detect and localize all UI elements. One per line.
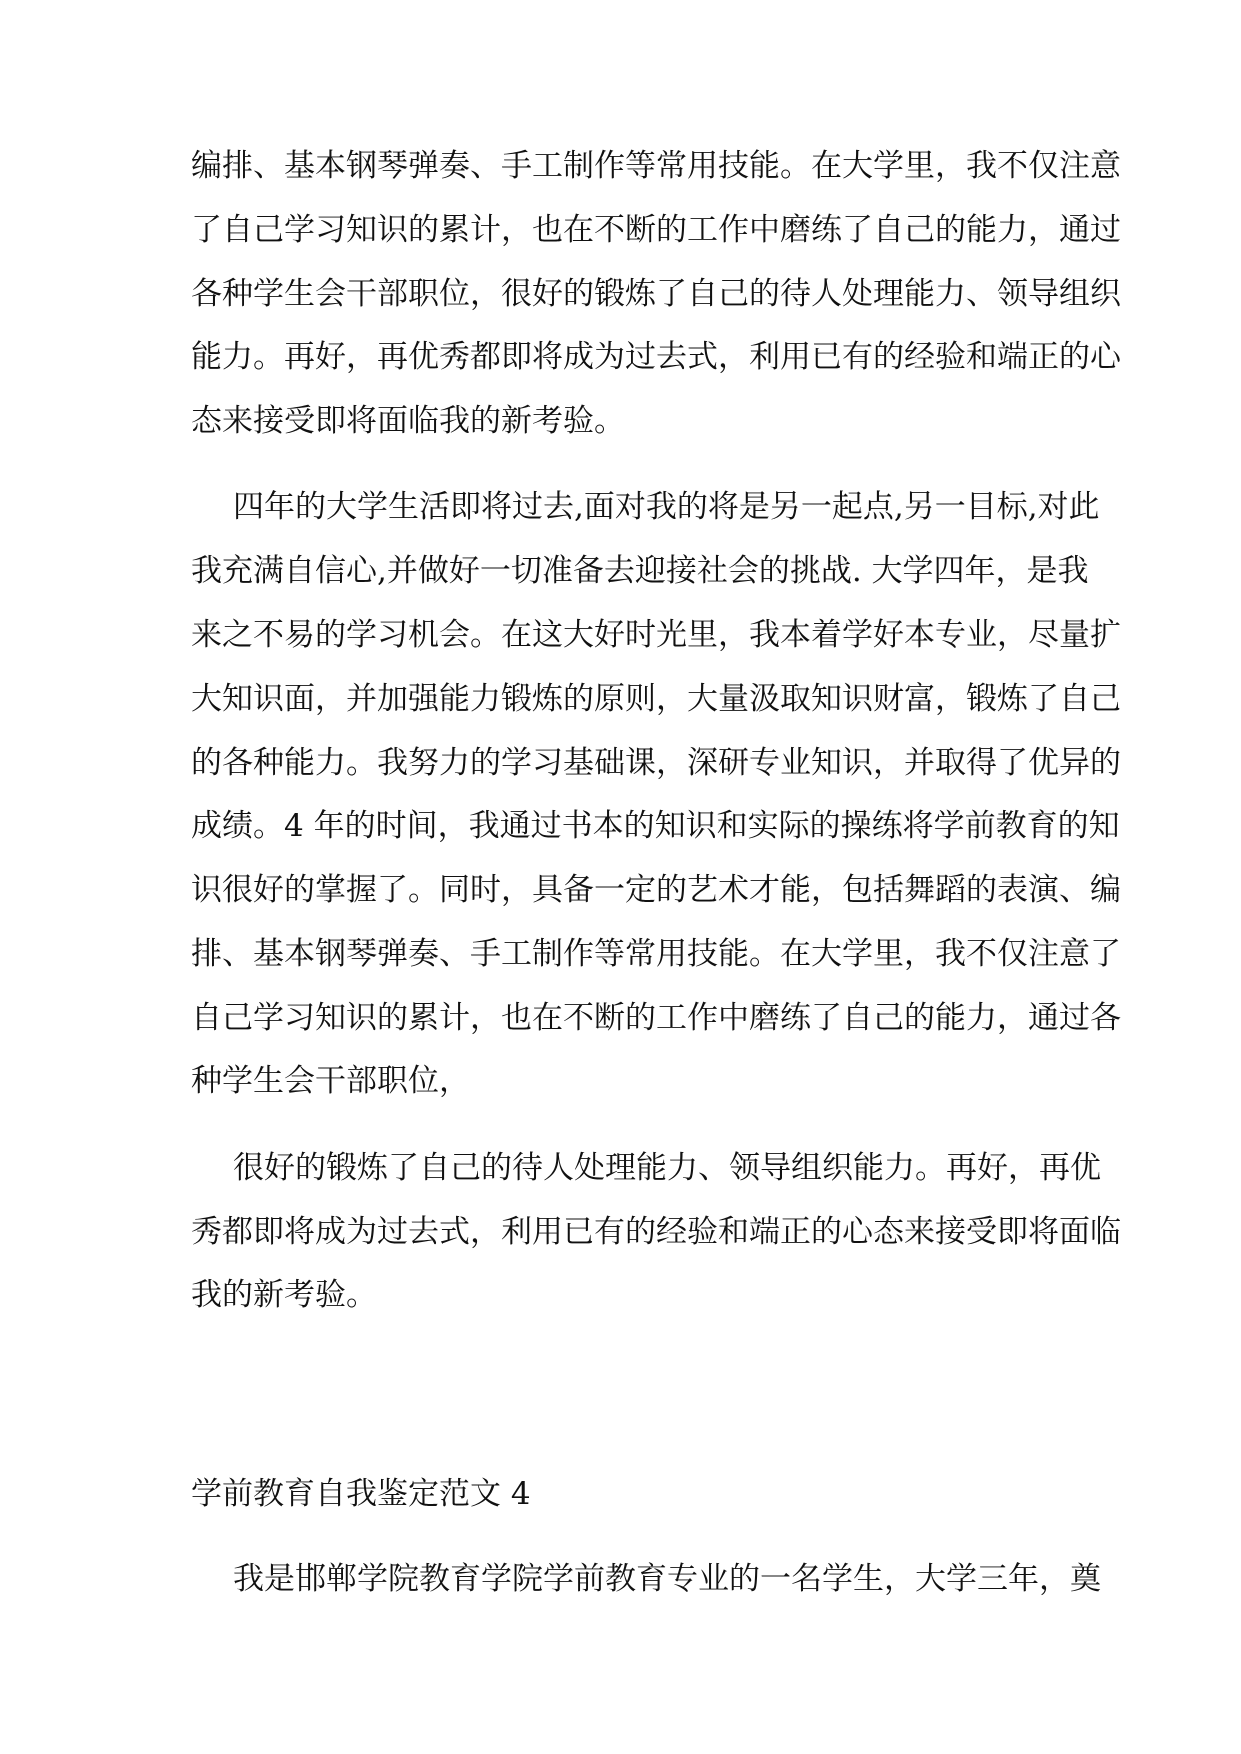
text-line: 了自己学习知识的累计，也在不断的工作中磨练了自己的能力，通过 <box>191 212 1121 248</box>
text-line: 大知识面，并加强能力锻炼的原则，大量汲取知识财富，锻炼了自己 <box>191 681 1121 717</box>
section-heading: 学前教育自我鉴定范文 4 <box>191 1476 531 1512</box>
text-line: 识很好的掌握了。同时，具备一定的艺术才能，包括舞蹈的表演、编 <box>191 872 1121 908</box>
text-line: 我的新考验。 <box>191 1277 377 1313</box>
text-line: 各种学生会干部职位，很好的锻炼了自己的待人处理能力、领导组织 <box>191 276 1121 312</box>
paragraph-first-line: 四年的大学生活即将过去,面对我的将是另一起点,另一目标,对此 <box>233 489 1100 525</box>
text-line: 排、基本钢琴弹奏、手工制作等常用技能。在大学里，我不仅注意了 <box>191 936 1121 972</box>
text-line: 种学生会干部职位， <box>191 1063 470 1099</box>
text-line: 能力。再好，再优秀都即将成为过去式，利用已有的经验和端正的心 <box>191 339 1121 375</box>
text-line: 编排、基本钢琴弹奏、手工制作等常用技能。在大学里，我不仅注意 <box>191 148 1121 184</box>
paragraph-first-line: 很好的锻炼了自己的待人处理能力、领导组织能力。再好，再优 <box>233 1150 1101 1186</box>
text-line: 自己学习知识的累计，也在不断的工作中磨练了自己的能力，通过各 <box>191 1000 1121 1036</box>
text-line: 我充满自信心,并做好一切准备去迎接社会的挑战. 大学四年，是我 <box>191 553 1089 589</box>
paragraph-first-line: 我是邯郸学院教育学院学前教育专业的一名学生，大学三年，奠 <box>233 1561 1101 1597</box>
text-line: 态来接受即将面临我的新考验。 <box>191 403 625 439</box>
text-line: 的各种能力。我努力的学习基础课，深研专业知识，并取得了优异的 <box>191 745 1121 781</box>
text-line: 来之不易的学习机会。在这大好时光里，我本着学好本专业，尽量扩 <box>191 617 1121 653</box>
text-line: 成绩。4 年的时间，我通过书本的知识和实际的操练将学前教育的知 <box>191 808 1120 844</box>
text-line: 秀都即将成为过去式，利用已有的经验和端正的心态来接受即将面临 <box>191 1214 1121 1250</box>
